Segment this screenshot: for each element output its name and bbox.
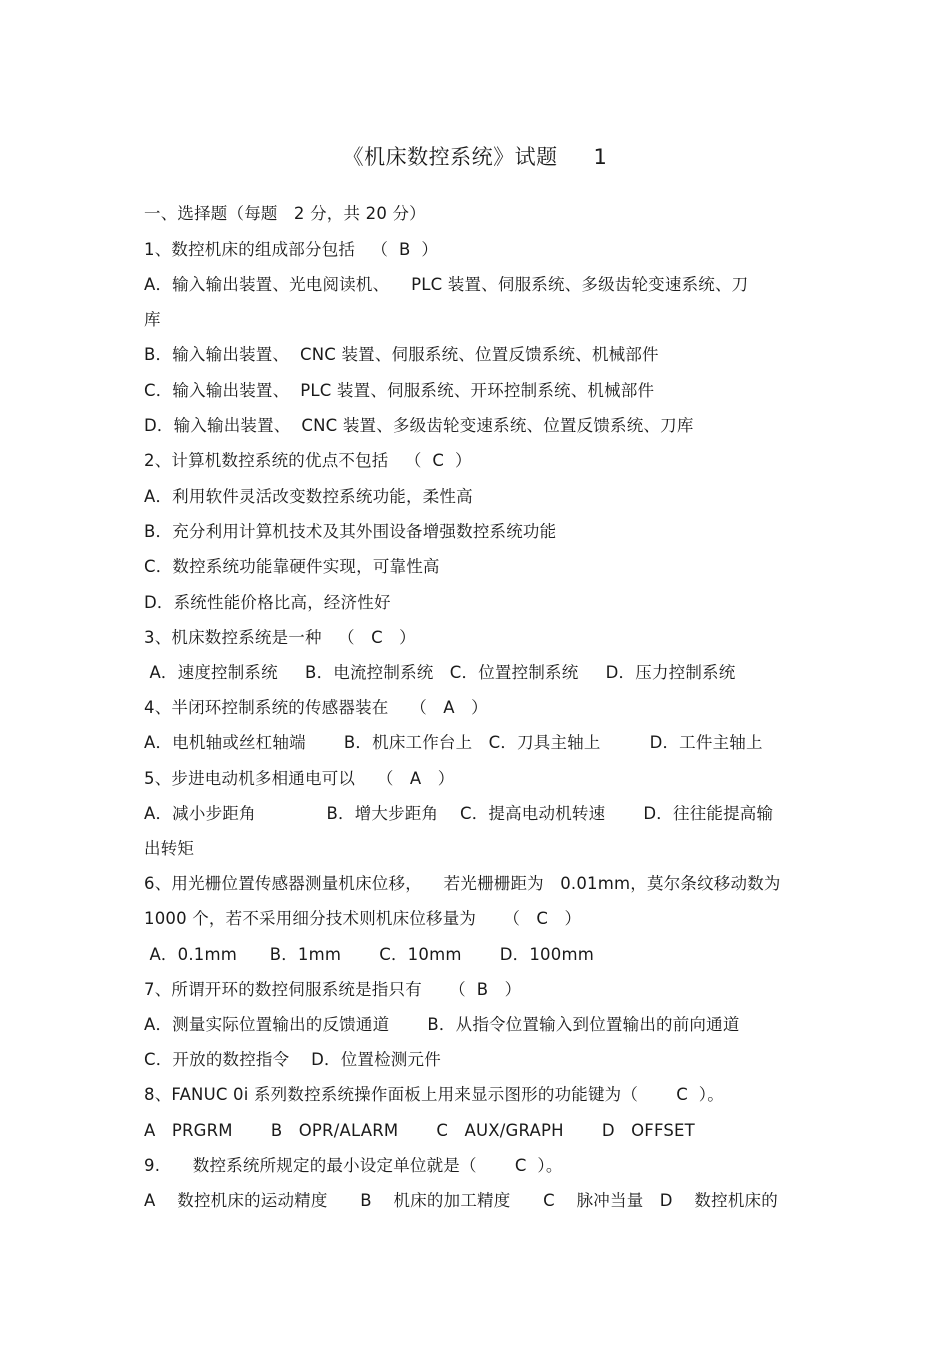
question-3-options: A．速度控制系统 B．电流控制系统 C．位置控制系统 D．压力控制系统 bbox=[144, 663, 736, 682]
question-1-option-c: C．输入输出装置、 PLC 装置、伺服系统、开环控制系统、机械部件 bbox=[144, 381, 655, 400]
question-7: 7、所谓开环的数控伺服系统是指只有 （ B ） bbox=[144, 980, 522, 999]
question-1-option-b: B．输入输出装置、 CNC 装置、伺服系统、位置反馈系统、机械部件 bbox=[144, 345, 659, 364]
question-5: 5、步进电动机多相通电可以 （ A ） bbox=[144, 769, 455, 788]
question-3: 3、机床数控系统是一种 （ C ） bbox=[144, 628, 416, 647]
question-4-options: A．电机轴或丝杠轴端 B．机床工作台上 C．刀具主轴上 D．工件主轴上 bbox=[144, 733, 763, 752]
question-6-options: A．0.1mm B．1mm C．10mm D．100mm bbox=[144, 945, 594, 964]
section-heading: 一、选择题（每题 2 分，共 20 分） bbox=[144, 204, 426, 223]
question-1: 1、数控机床的组成部分包括 （ B ） bbox=[144, 240, 439, 259]
question-4: 4、半闭环控制系统的传感器装在 （ A ） bbox=[144, 698, 488, 717]
question-6-continued: 1000 个，若不采用细分技术则机床位移量为 （ C ） bbox=[144, 909, 582, 928]
question-2-option-d: D．系统性能价格比高，经济性好 bbox=[144, 593, 391, 612]
question-5-options-continued: 出转矩 bbox=[144, 839, 195, 858]
question-2-option-a: A．利用软件灵活改变数控系统功能，柔性高 bbox=[144, 487, 473, 506]
question-2-option-b: B．充分利用计算机技术及其外围设备增强数控系统功能 bbox=[144, 522, 557, 541]
question-8: 8、FANUC 0i 系列数控系统操作面板上用来显示图形的功能键为（ C ）。 bbox=[144, 1085, 724, 1104]
question-7-options-ab: A．测量实际位置输出的反馈通道 B．从指令位置输入到位置输出的前向通道 bbox=[144, 1015, 740, 1034]
question-2: 2、计算机数控系统的优点不包括 （ C ） bbox=[144, 451, 472, 470]
question-8-options: A PRGRM B OPR/ALARM C AUX/GRAPH D OFFSET bbox=[144, 1121, 695, 1140]
question-6: 6、用光栅位置传感器测量机床位移， 若光栅栅距为 0.01mm，莫尔条纹移动数为 bbox=[144, 874, 781, 893]
question-1-option-a: A．输入输出装置、光电阅读机、 PLC 装置、伺服系统、多级齿轮变速系统、刀 bbox=[144, 275, 749, 294]
question-9-options: A 数控机床的运动精度 B 机床的加工精度 C 脉冲当量 D 数控机床的 bbox=[144, 1191, 778, 1210]
question-5-options: A．减小步距角 B．增大步距角 C．提高电动机转速 D．往往能提高输 bbox=[144, 804, 774, 823]
question-7-options-cd: C．开放的数控指令 D．位置检测元件 bbox=[144, 1050, 441, 1069]
question-2-option-c: C．数控系统功能靠硬件实现，可靠性高 bbox=[144, 557, 440, 576]
document-title: 《机床数控系统》试题 1 bbox=[342, 145, 608, 169]
question-1-option-a-continued: 库 bbox=[144, 310, 161, 329]
question-1-option-d: D．输入输出装置、 CNC 装置、多级齿轮变速系统、位置反馈系统、刀库 bbox=[144, 416, 694, 435]
question-9: 9. 数控系统所规定的最小设定单位就是（ C ）。 bbox=[144, 1156, 563, 1175]
